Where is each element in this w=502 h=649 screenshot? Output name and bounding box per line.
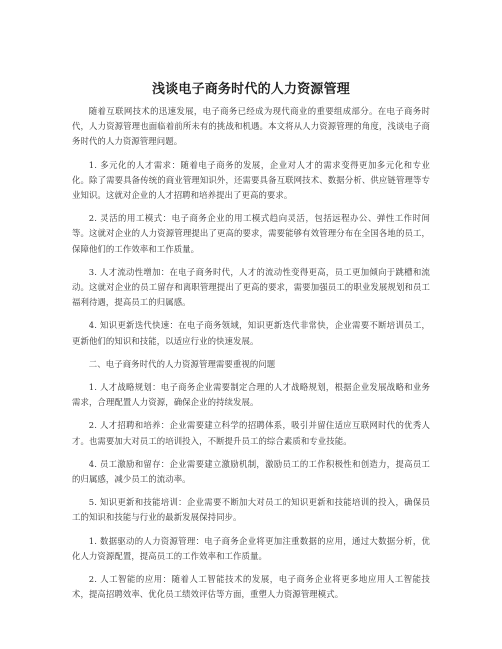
section-heading-issues: 二、电子商务时代的人力资源管理需要重视的问题 [88, 358, 276, 369]
paragraph-diverse-talent: 1. 多元化的人才需求：随着电子商务的发展，企业对人才的需求变得更加多元化和专业化。除了需要具备传统的商业管理知识外，还需要具备互联网技术、数据分析、供应链管理等专业知识。这就对企业的人才招聘和培养提出了更高的要求。 [72, 159, 430, 201]
paragraph-recruitment-training: 2. 人才招聘和培养：企业需要建立科学的招聘体系，吸引并留住适应互联网时代的优秀人才。也需要加大对员工的培训投入，不断提升员工的综合素质和专业技能。 [72, 420, 430, 446]
paragraph-incentive-retention: 4. 员工激励和留存：企业需要建立激励机制，激励员工的工作积极性和创造力，提高员工的归属感，减少员工的流动率。 [72, 458, 430, 485]
paragraph-knowledge-iteration: 4. 知识更新迭代快速：在电子商务领域，知识更新迭代非常快，企业需要不断培训员工，更新他们的知识和技能，以适应行业的快速发展。 [72, 320, 430, 346]
paragraph-flexible-employment: 2. 灵活的用工模式：电子商务企业的用工模式趋向灵活，包括远程办公、弹性工作时间等。这就对企业的人力资源管理提出了更高的要求，需要能够有效管理分布在全国各地的员工，保障他们的工作效率和工作质量。 [72, 213, 430, 254]
paragraph-skill-training: 5. 知识更新和技能培训：企业需要不断加大对员工的知识更新和技能培训的投入，确保员工的知识和技能与行业的最新发展保持同步。 [72, 497, 430, 523]
document-body [72, 104, 430, 610]
paragraph-talent-strategy: 1. 人才战略规划：电子商务企业需要制定合理的人才战略规划，根据企业发展战略和业务需求，合理配置人力资源，确保企业的持续发展。 [72, 382, 430, 408]
paragraph-data-driven-hr: 1. 数据驱动的人力资源管理：电子商务企业将更加注重数据的应用，通过大数据分析，优化人力资源配置，提高员工的工作效率和工作质量。 [72, 535, 430, 561]
document-title: 浅谈电子商务时代的人力资源管理 [151, 82, 350, 97]
paragraph-intro: 随着互联网技术的迅速发展，电子商务已经成为现代商业的重要组成部分。在电子商务时代，人力资源管理也面临着前所未有的挑战和机遇。本文将从人力资源管理的角度，浅谈电子商务时代的人力资源管理问题。 [72, 106, 430, 147]
paragraph-ai-application: 2. 人工智能的应用：随着人工智能技术的发展，电子商务企业将更多地应用人工智能技术，提高招聘效率、优化员工绩效评估等方面，重塑人力资源管理模式。 [72, 574, 430, 600]
paragraph-talent-mobility: 3. 人才流动性增加：在电子商务时代，人才的流动性变得更高，员工更加倾向于跳槽和流动。这就对企业的员工留存和离职管理提出了更高的要求，需要加强员工的职业发展规划和员工福利待遇，提高员工的归属感。 [72, 266, 430, 308]
